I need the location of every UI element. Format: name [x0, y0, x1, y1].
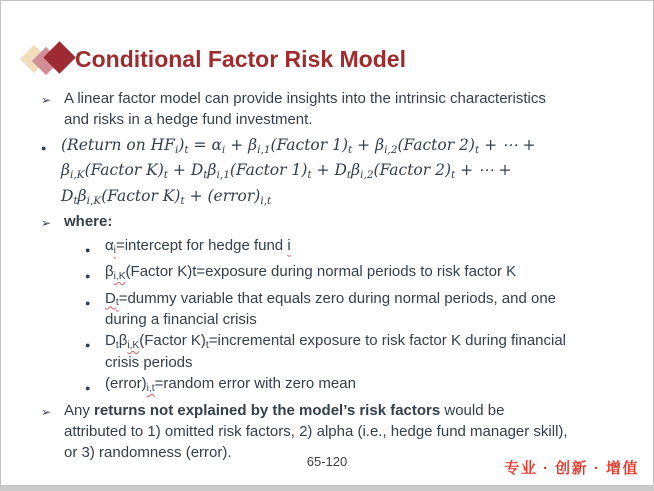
bullet-incremental-def — [85, 330, 647, 373]
slide-title: Conditional Factor Risk Model — [75, 45, 406, 72]
formula-text: (Return on $HF_i)_t = \alpha_i$ + $\beta_{i,1}(Factor$ $1)_t$ + $\beta_{i,2}(Factor$ $2)_t$ + ⋯ + $\beta_{i,K}(Factor$ $K)_t$ + $D_t\beta_{i,1}(Factor$ $1)_t$ + $D_t\beta_{i,2}(Factor$ $2)_t$ + ⋯ + $D_t\beta_{i,K}(Factor$ $K)_t$ + $(error)_{i,t}$ — [61, 135, 536, 207]
bullet-text: A linear factor model can provide insights into the intrinsic characteristics and risks in a hedge fund investment. — [64, 90, 546, 129]
bullet-text: $D_t=dummy$ variable that equals zero during normal periods, and one during a financial crisis — [105, 289, 557, 328]
bullet-text: Any returns not explained by the model’s risk factors would be attributed to 1) omitted risk factors, 2) alpha (i.e., hedge fund manager skill), or 3) randomness (error). — [64, 401, 568, 462]
window-bottom-edge — [0, 486, 654, 491]
bullet-beta-def — [85, 261, 647, 287]
bullet-text: $(error)_{i,t}=random$ error with zero mean — [105, 375, 356, 394]
diamond-logo-icon — [21, 39, 75, 79]
dot-bullet-icon: ● — [85, 383, 91, 394]
bullet-text: where: — [64, 213, 113, 231]
bullet-formula — [41, 133, 647, 210]
slide-header — [21, 39, 653, 79]
arrow-bullet-icon: ➢ — [41, 216, 52, 231]
bullet-text: $\beta_{i,K}(Factor$ K)t=exposure during normal periods to risk factor K — [105, 263, 517, 282]
bullet-where — [41, 211, 647, 234]
footer-motto: 专业 · 创新 · 增值 — [504, 460, 639, 477]
bullet-list — [41, 88, 647, 464]
dot-bullet-icon: ● — [41, 142, 47, 153]
arrow-bullet-icon: ➢ — [41, 93, 52, 107]
dot-bullet-icon: ● — [85, 244, 91, 255]
bullet-text: $D_t\beta_{i,K}(Factor$ $K)_t=incremental$ exposure to risk factor K during financial crisis periods — [105, 332, 567, 371]
dot-bullet-icon: ● — [85, 297, 91, 308]
bullet-alpha-def — [85, 235, 647, 261]
bullet-linear-factor-model — [41, 88, 647, 131]
page-number: 65-120 — [306, 454, 348, 469]
bullet-error-def — [85, 373, 647, 399]
dot-bullet-icon: ● — [85, 340, 91, 351]
dot-bullet-icon: ● — [85, 271, 91, 282]
arrow-bullet-icon: ➢ — [41, 404, 52, 419]
bullet-text: $\alpha_i=intercept$ for hedge fund i — [105, 236, 291, 256]
bullet-dummy-def — [85, 288, 647, 331]
